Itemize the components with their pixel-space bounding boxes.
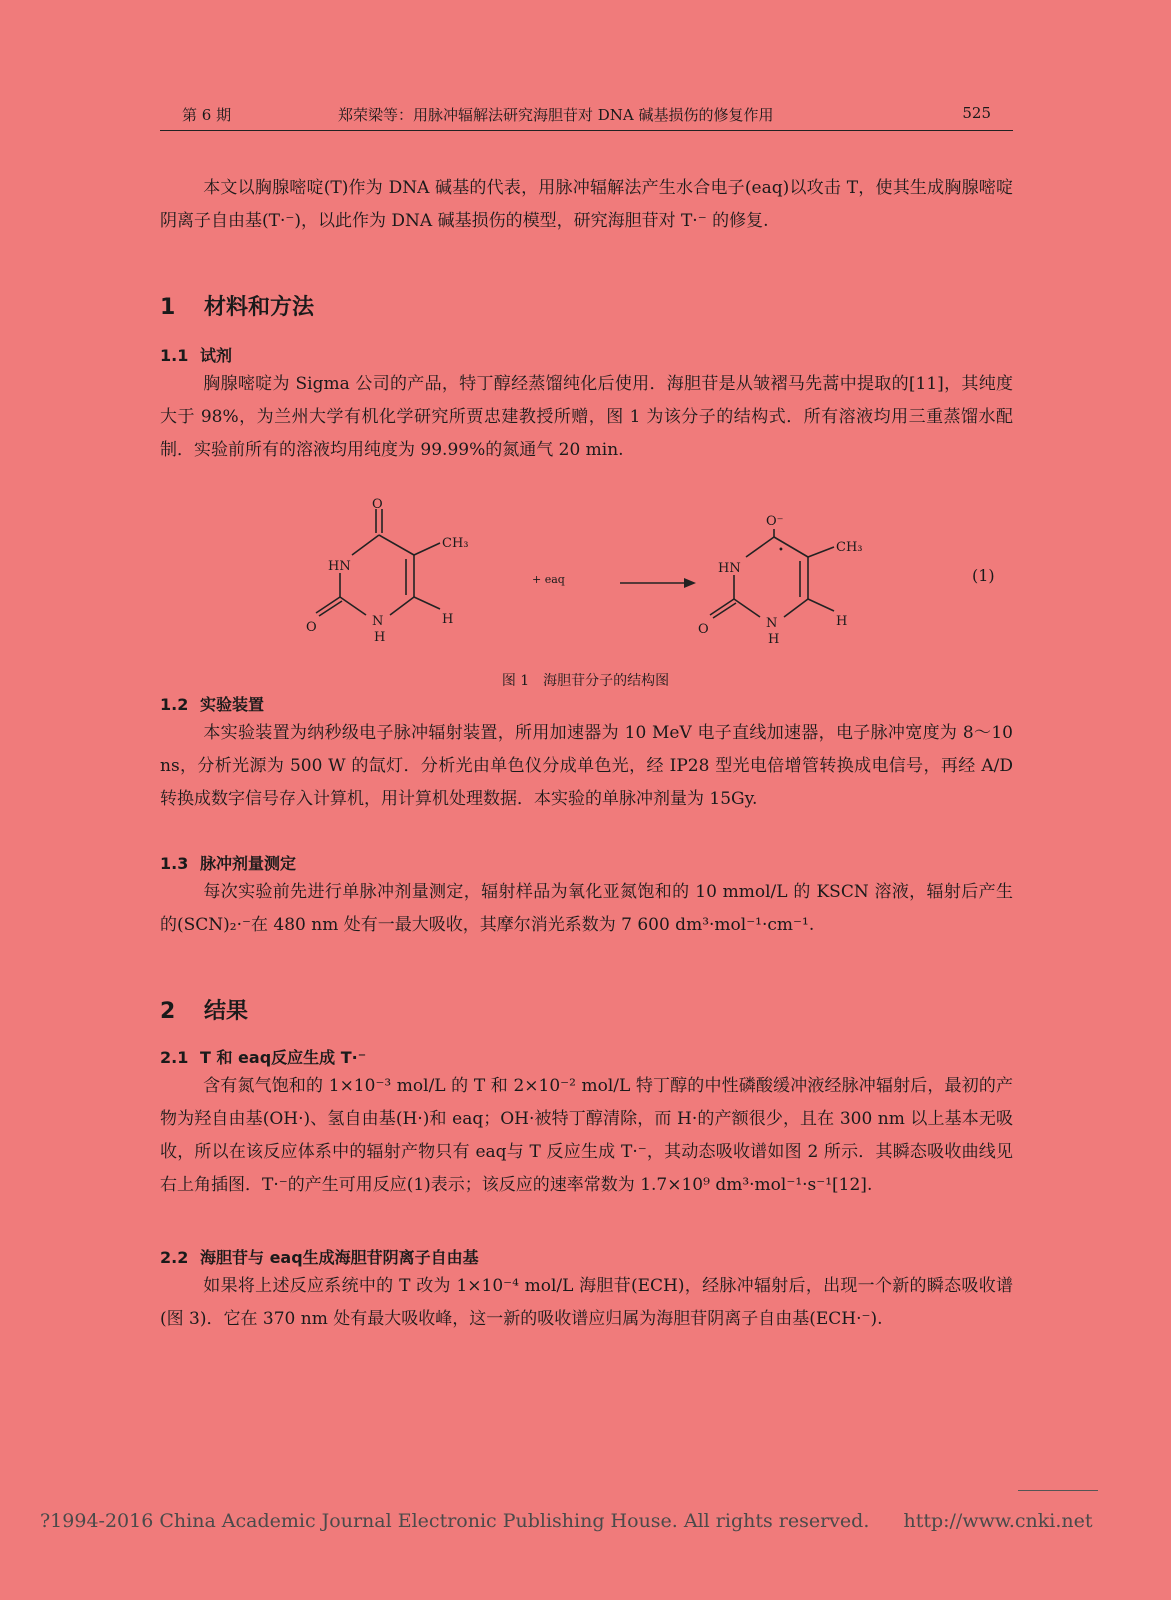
page-number: 525 [962, 104, 991, 122]
subsection-1-1-text: 胸腺嘧啶为 Sigma 公司的产品，特丁醇经蒸馏纯化后使用．海胆苷是从皱褶马先蒿中提取的[11]，其纯度大于 98%，为兰州大学有机化学研究所贾忠建教授所赠，图 1 为该分子的结构式．所有溶液均用三重蒸馏水配制．实验前所有的溶液均用纯度为 99.99%的氮通气 20 min. [160, 374, 1013, 460]
subsection-2-1-heading: 2.1 T 和 eaq反应生成 T·⁻ [160, 1048, 367, 1067]
atom-n-right: N [766, 616, 778, 631]
issue-label: 第 6 期 [182, 106, 232, 124]
copyright-footer [40, 1510, 1140, 1532]
atom-n-left: N [372, 614, 384, 629]
atom-o-minus: O⁻ [766, 514, 784, 529]
atom-h-n-right: H [768, 632, 780, 647]
footer-rule [1018, 1490, 1098, 1491]
section-1-heading: 1 材料和方法 [160, 295, 315, 320]
cnki-link[interactable]: http://www.cnki.net [903, 1510, 1093, 1532]
subsection-2-1-text: 含有氮气饱和的 1×10⁻³ mol/L 的 T 和 2×10⁻² mol/L 特丁醇的中性磷酸缓冲液经脉冲辐射后，最初的产物为羟自由基(OH·)、氢自由基(H·)和 eaq；OH·被特丁醇清除，而 H·的产额很少，且在 300 nm 以上基本无吸收，所以在该反应体系中的辐射产物只有 eaq与 T 反应生成 T·⁻，其动态吸收谱如图 2 所示．其瞬态吸收曲线见右上角插图．T·⁻的产生可用反应(1)表示；该反应的速率常数为 1.7×10⁹ dm³·mol⁻¹·s⁻¹[12]. [160, 1076, 1013, 1195]
subsection-1-2-heading: 1.2 实验装置 [160, 695, 265, 714]
atom-h-c-right: H [836, 614, 848, 629]
atom-o-left: O [306, 620, 317, 635]
intro-paragraph: 本文以胸腺嘧啶(T)作为 DNA 碱基的代表，用脉冲辐解法产生水合电子(eaq)以攻击 T，使其生成胸腺嘧啶阴离子自由基(T·⁻)，以此作为 DNA 碱基损伤的模型，研究海胆苷对 T·⁻ 的修复. [160, 178, 1013, 231]
figure-1-caption: 图 1 海胆苷分子的结构图 [501, 673, 670, 689]
subsection-2-2-heading: 2.2 海胆苷与 eaq生成海胆苷阴离子自由基 [160, 1248, 479, 1267]
copyright-text: ?1994-2016 China Academic Journal Electronic Publishing House. All rights reserved. [40, 1510, 870, 1532]
atom-o-right: O [698, 622, 709, 637]
subsection-1-2-text: 本实验装置为纳秒级电子脉冲辐射装置，所用加速器为 10 MeV 电子直线加速器，电子脉冲宽度为 8～10 ns，分析光源为 500 W 的氙灯．分析光由单色仪分成单色光，经 IP28 型光电倍增管转换成电信号，再经 A/D 转换成数字信号存入计算机，用计算机处理数据．本实验的单脉冲剂量为 15Gy. [160, 723, 1013, 809]
running-title: 郑荣梁等：用脉冲辐解法研究海胆苷对 DNA 碱基损伤的修复作用 [338, 106, 774, 124]
header-rule [160, 130, 1013, 131]
radical-dot: • [778, 545, 784, 556]
atom-o-top: O [372, 497, 383, 512]
subsection-2-2-text: 如果将上述反应系统中的 T 改为 1×10⁻⁴ mol/L 海胆苷(ECH)，经脉冲辐射后，出现一个新的瞬态吸收谱(图 3)．它在 370 nm 处有最大吸收峰，这一新的吸收谱应归属为海胆苷阴离子自由基(ECH·⁻). [160, 1276, 1013, 1329]
subsection-1-3-text: 每次实验前先进行单脉冲剂量测定，辐射样品为氧化亚氮饱和的 10 mmol/L 的 KSCN 溶液，辐射后产生的(SCN)₂·⁻在 480 nm 处有一最大吸收，其摩尔消光系数为 7 600 dm³·mol⁻¹·cm⁻¹. [160, 882, 1013, 935]
figure-1-structure [300, 495, 1020, 665]
methyl-group-right: CH₃ [836, 540, 863, 555]
atom-h-n-left: H [374, 630, 386, 645]
atom-h-c-left: H [442, 612, 454, 627]
hn-right: HN [718, 561, 741, 576]
methyl-group-left: CH₃ [442, 536, 469, 551]
subsection-1-1-heading: 1.1 试剂 [160, 346, 233, 365]
subsection-1-3-heading: 1.3 脉冲剂量测定 [160, 854, 297, 873]
running-header [160, 104, 1013, 126]
section-2-heading: 2 结果 [160, 999, 249, 1024]
equation-number: (1) [972, 566, 995, 585]
hn-left: HN [328, 559, 351, 574]
reagent-eaq: + eaq [532, 573, 565, 586]
